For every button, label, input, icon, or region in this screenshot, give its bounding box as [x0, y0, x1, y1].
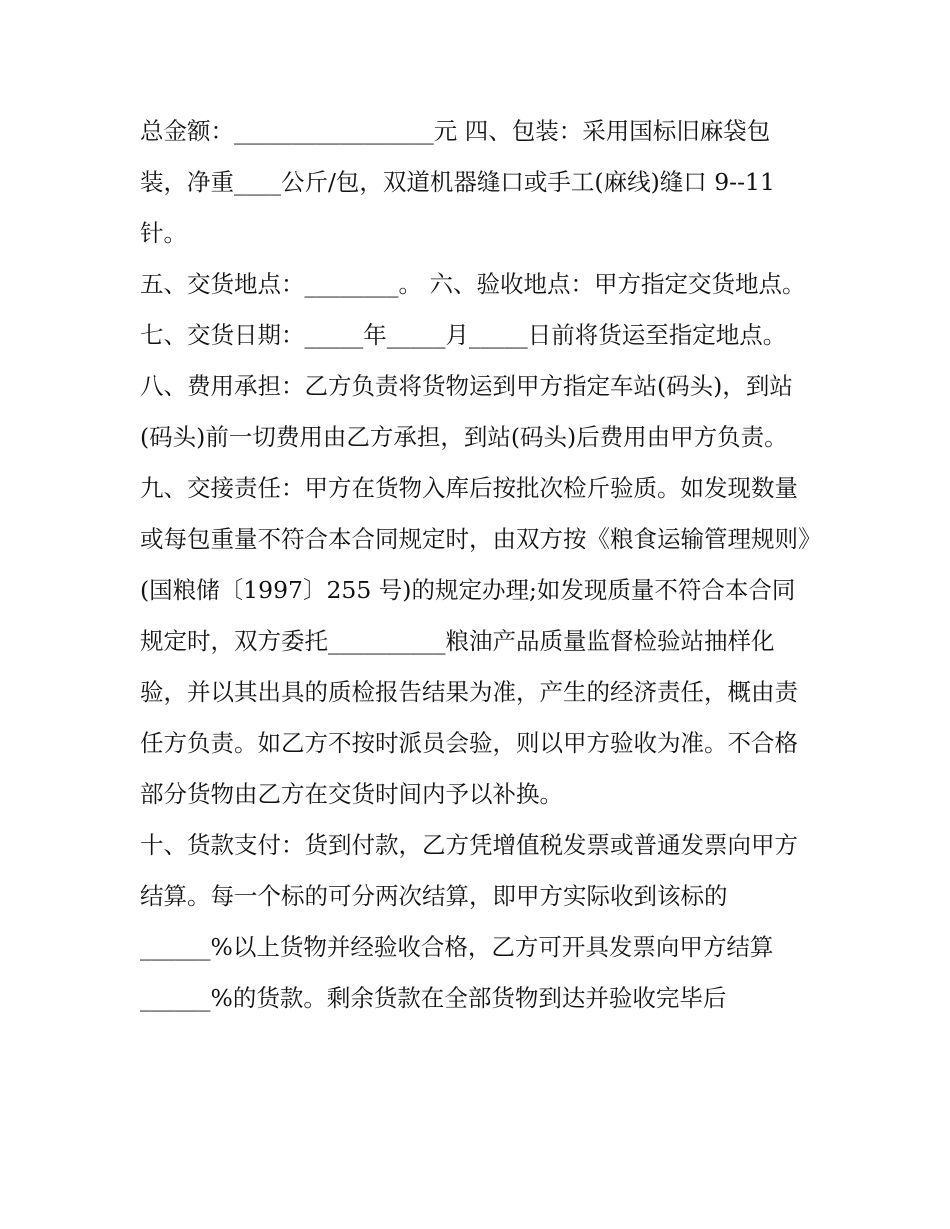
- paragraph-handover: 九、交接责任：甲方在货物入库后按批次检斤验质。如发现数量或每包重量不符合本合同规定时，由双方按《粮食运输管理规则》(国粮储〔1997〕255 号)的规定办理;如发现质量不符合本合同规定时，双方委托__________粮油产品质量监督检验站抽样化验，并以其出具的质检报告结果为准，产生的经济责任，概由责任方负责。如乙方不按时派员会验，则以甲方验收为准。不合格部分货物由乙方在交货时间内予以补换。: [140, 474, 810, 808]
- contract-body: [140, 106, 812, 1024]
- paragraph-packaging: 总金额：_________________元 四、包装：采用国标旧麻袋包装，净重____公斤/包，双道机器缝口或手工(麻线)缝口 9--11 针。: [140, 117, 783, 247]
- paragraph-payment: 十、货款支付：货到付款，乙方凭增值税发票或普通发票向甲方结算。每一个标的可分两次结算，即甲方实际收到该标的______%以上货物并经验收合格，乙方可开具发票向甲方结算______%的货款。剩余货款在全部货物到达并验收完毕后: [140, 831, 798, 1012]
- paragraph-costs: 八、费用承担：乙方负责将货物运到甲方指定车站(码头)，到站(码头)前一切费用由乙方承担，到站(码头)后费用由甲方负责。: [140, 372, 793, 451]
- paragraph-delivery: 五、交货地点：________。 六、验收地点：甲方指定交货地点。 七、交货日期：_____年_____月_____日前将货运至指定地点。: [140, 270, 813, 349]
